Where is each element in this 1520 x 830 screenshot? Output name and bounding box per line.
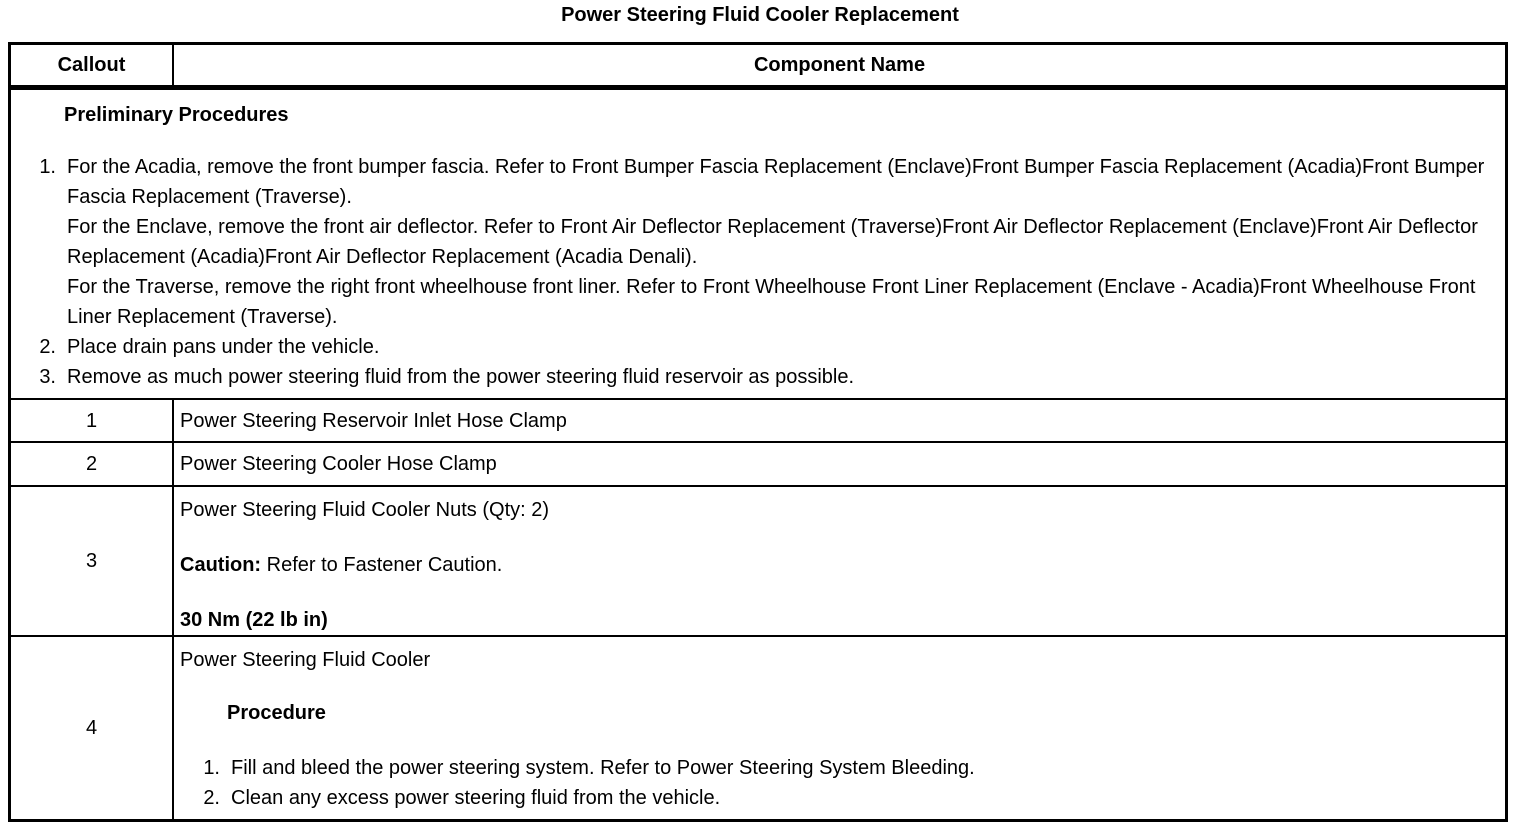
- procedure-heading: Procedure: [227, 702, 326, 724]
- header-callout-label: Callout: [57, 54, 126, 76]
- step-text: [67, 362, 1505, 392]
- header-callout-cell: [11, 45, 174, 85]
- callout-cell: [11, 400, 174, 441]
- preliminary-heading: Preliminary Procedures: [64, 104, 289, 126]
- preliminary-step-1: [11, 152, 1505, 332]
- callout-cell: [11, 487, 174, 635]
- caution-line: [180, 550, 1499, 580]
- step-number: 1.: [203, 757, 220, 779]
- header-component-cell: [174, 45, 1505, 85]
- procedure-step-2: [180, 783, 1499, 813]
- table-row-1: [11, 400, 1505, 443]
- step-number: 1.: [39, 156, 56, 178]
- step-line: Place drain pans under the vehicle.: [67, 336, 380, 358]
- step-number: 3.: [39, 366, 56, 388]
- preliminary-step-2: [11, 332, 1505, 362]
- component-name: Power Steering Cooler Hose Clamp: [180, 453, 497, 475]
- step-text: [67, 332, 1505, 362]
- step-line: For the Acadia, remove the front bumper fascia. Refer to Front Bumper Fascia Replacement (Enclave)Front Bumper Fascia Replacement (Acadia)Front Bumper Fascia Replacement (Traverse).: [67, 156, 1485, 208]
- callout-number: 4: [85, 717, 98, 739]
- table-row-2: [11, 443, 1505, 487]
- torque-spec: 30 Nm (22 lb in): [180, 609, 328, 631]
- preliminary-procedures-section: [11, 90, 1505, 400]
- component-cell: [174, 443, 1505, 485]
- header-component-label: Component Name: [753, 54, 926, 76]
- caution-label: Caution:: [180, 554, 262, 576]
- callout-cell: [11, 637, 174, 819]
- component-cell: [174, 487, 1505, 635]
- step-text: Fill and bleed the power steering system. Refer to Power Steering System Bleeding.: [231, 757, 975, 779]
- table-row-4: [11, 637, 1505, 819]
- component-name: Power Steering Fluid Cooler Nuts (Qty: 2): [180, 499, 550, 521]
- callout-number: 3: [85, 550, 98, 572]
- step-number: 2.: [203, 787, 220, 809]
- component-name: Power Steering Fluid Cooler: [180, 649, 431, 671]
- step-text: Clean any excess power steering fluid from the vehicle.: [231, 787, 721, 809]
- page-title: Power Steering Fluid Cooler Replacement: [561, 4, 959, 26]
- step-line: For the Enclave, remove the front air deflector. Refer to Front Air Deflector Replacement (Traverse)Front Air Deflector Replacement (Enclave)Front Air Deflector Replacement (Acadia)Front Air Deflector Replacement (Acadia Denali).: [67, 216, 1478, 268]
- preliminary-step-3: [11, 362, 1505, 392]
- procedure-list: [180, 753, 1499, 813]
- component-cell: [174, 400, 1505, 441]
- callout-number: 1: [85, 409, 98, 432]
- step-line: Remove as much power steering fluid from the power steering fluid reservoir as possible.: [67, 366, 855, 388]
- callout-cell: [11, 443, 174, 485]
- component-cell: [174, 637, 1505, 819]
- callout-table: [8, 42, 1508, 822]
- step-text: [67, 152, 1505, 332]
- component-name: Power Steering Reservoir Inlet Hose Clamp: [180, 409, 567, 432]
- procedure-step-1: [180, 753, 1499, 783]
- caution-text: Refer to Fastener Caution.: [261, 554, 503, 576]
- callout-number: 2: [85, 453, 98, 475]
- table-header-row: [11, 45, 1505, 90]
- table-row-3: [11, 487, 1505, 637]
- step-line: For the Traverse, remove the right front wheelhouse front liner. Refer to Front Wheelhouse Front Liner Replacement (Enclave - Acadia)Front Wheelhouse Front Liner Replacement (Traverse).: [67, 276, 1476, 328]
- step-number: 2.: [39, 336, 56, 358]
